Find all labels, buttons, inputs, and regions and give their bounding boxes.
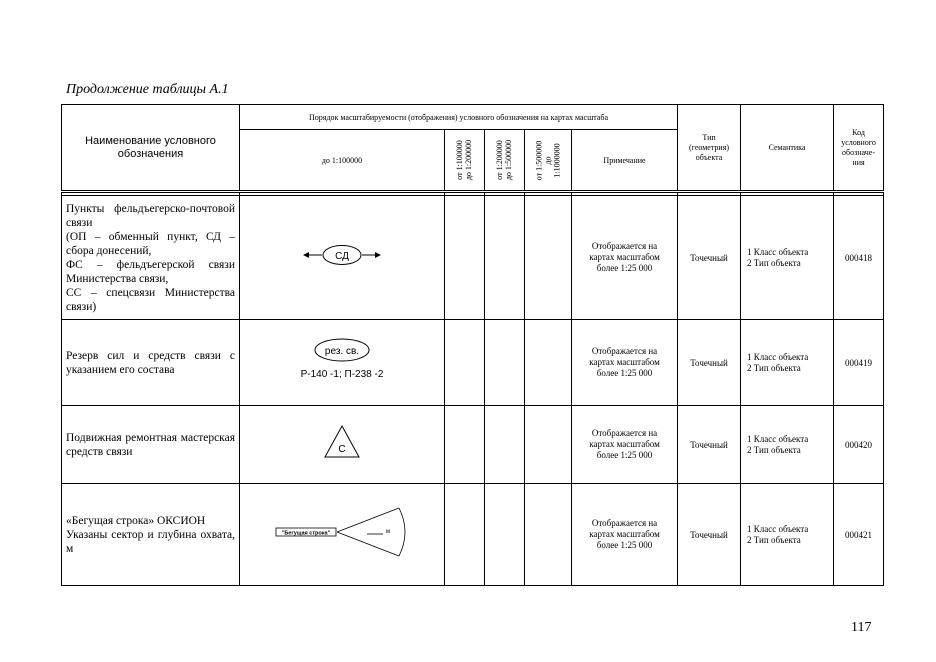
header-scale-200k (445, 130, 485, 192)
symbol-label: "Бегущая строка" (281, 530, 331, 537)
semantics-line: 2 Тип объекта (747, 534, 801, 545)
header-code-line: Код (852, 127, 865, 137)
scale-line: 1:1000000 (552, 142, 562, 178)
row-semantics (741, 196, 834, 320)
row-note (572, 196, 678, 320)
note-line: картах масштабом (589, 439, 660, 449)
row-name (62, 320, 240, 406)
row-type: Точечный (678, 406, 741, 484)
header-scale-500k (485, 130, 525, 192)
row-semantics (741, 320, 834, 406)
row-semantics (741, 406, 834, 484)
header-type-line: объекта (695, 152, 723, 162)
row-name (62, 406, 240, 484)
note-line: Отображается на (591, 428, 658, 438)
header-type-line: Тип (702, 132, 716, 142)
symbol-label: рез. св. (324, 346, 360, 357)
cell-empty (485, 196, 525, 320)
row-code: 000420 (834, 406, 884, 484)
running-line-symbol (275, 504, 409, 560)
header-name: Наименование условного обозначения (62, 105, 240, 192)
cell-empty (525, 196, 572, 320)
row-note (572, 484, 678, 586)
header-type-line: (геометрия) (688, 142, 730, 152)
note-line: Отображается на (591, 518, 658, 528)
header-scale-group: Порядок масштабируемости (отображения) условного обозначения на картах масштаба (240, 105, 678, 130)
semantics-line: 2 Тип объекта (747, 257, 801, 268)
row-type: Точечный (678, 320, 741, 406)
header-scale-100k: до 1:100000 (240, 130, 445, 192)
note-line: картах масштабом (589, 357, 660, 367)
row-symbol (240, 320, 445, 406)
cell-empty (485, 484, 525, 586)
row-symbol (240, 196, 445, 320)
cell-empty (445, 406, 485, 484)
header-note: Примечание (572, 130, 678, 192)
name-line: ФС – фельдъегерской связи Министерства связи, (66, 258, 235, 285)
row-note (572, 320, 678, 406)
postal-point-symbol (302, 240, 382, 270)
header-code-line: ния (852, 157, 865, 167)
name-line: СС – спецсвязи Министерства связи) (66, 286, 235, 313)
name-line: Резерв сил и средств связи с указанием его состава (66, 349, 235, 376)
row-symbol (240, 406, 445, 484)
scale-line: от 1:100000 (455, 140, 465, 180)
scale-line: от 1:200000 (495, 140, 505, 180)
row-name (62, 484, 240, 586)
row-type: Точечный (678, 196, 741, 320)
table-row (62, 406, 884, 484)
cell-empty (525, 320, 572, 406)
scale-line: до 1:500000 (504, 139, 514, 181)
row-code: 000418 (834, 196, 884, 320)
semantics-line: 1 Класс объекта (747, 523, 809, 534)
name-line: Подвижная ремонтная мастерская средств связи (66, 431, 235, 458)
header-code-line: обозначе- (842, 147, 876, 157)
note-line: более 1:25 000 (596, 263, 653, 273)
row-code: 000419 (834, 320, 884, 406)
symbols-table (61, 104, 884, 586)
note-line: более 1:25 000 (596, 450, 653, 460)
scale-line: до (543, 155, 553, 165)
semantics-line: 1 Класс объекта (747, 351, 809, 362)
name-line: (ОП – обменный пункт, СД – сбора донесений, (66, 230, 235, 257)
note-line: картах масштабом (589, 252, 660, 262)
cell-empty (525, 484, 572, 586)
note-line: более 1:25 000 (596, 368, 653, 378)
scale-line: от 1:500000 (534, 140, 544, 180)
scale-line: до 1:200000 (464, 139, 474, 181)
semantics-line: 1 Класс объекта (747, 246, 809, 257)
name-line: Пункты фельдъегерско-почтовой связи (66, 202, 235, 229)
note-line: Отображается на (591, 241, 658, 251)
table-row (62, 196, 884, 320)
page-number: 117 (851, 620, 872, 635)
header-semantics: Семантика (741, 105, 834, 192)
note-line: картах масштабом (589, 529, 660, 539)
header-code (834, 105, 884, 192)
row-symbol (240, 484, 445, 586)
semantics-line: 2 Тип объекта (747, 444, 801, 455)
row-note (572, 406, 678, 484)
symbol-label: С (338, 444, 346, 455)
cell-empty (445, 484, 485, 586)
note-line: более 1:25 000 (596, 540, 653, 550)
table-row (62, 320, 884, 406)
note-line: Отображается на (591, 346, 658, 356)
name-line: «Бегущая строка» ОКСИОН (66, 514, 206, 527)
cell-empty (485, 320, 525, 406)
symbol-sublabel: Р-140 -1; П-238 -2 (300, 369, 384, 380)
cell-empty (445, 196, 485, 320)
semantics-line: 1 Класс объекта (747, 433, 809, 444)
triangle-symbol (322, 424, 362, 460)
row-type: Точечный (678, 484, 741, 586)
header-code-line: условного (841, 137, 876, 147)
semantics-line: 2 Тип объекта (747, 362, 801, 373)
reserve-symbol (272, 337, 412, 383)
symbol-sublabel: м (386, 529, 391, 535)
header-scale-1m (525, 130, 572, 192)
cell-empty (525, 406, 572, 484)
table-row (62, 484, 884, 586)
header-type (678, 105, 741, 192)
name-line: Указаны сектор и глубина охвата, м (66, 528, 235, 555)
symbol-label: СД (335, 251, 349, 262)
cell-empty (445, 320, 485, 406)
table-caption: Продолжение таблицы А.1 (66, 82, 229, 97)
row-name (62, 196, 240, 320)
row-semantics (741, 484, 834, 586)
row-code: 000421 (834, 484, 884, 586)
cell-empty (485, 406, 525, 484)
